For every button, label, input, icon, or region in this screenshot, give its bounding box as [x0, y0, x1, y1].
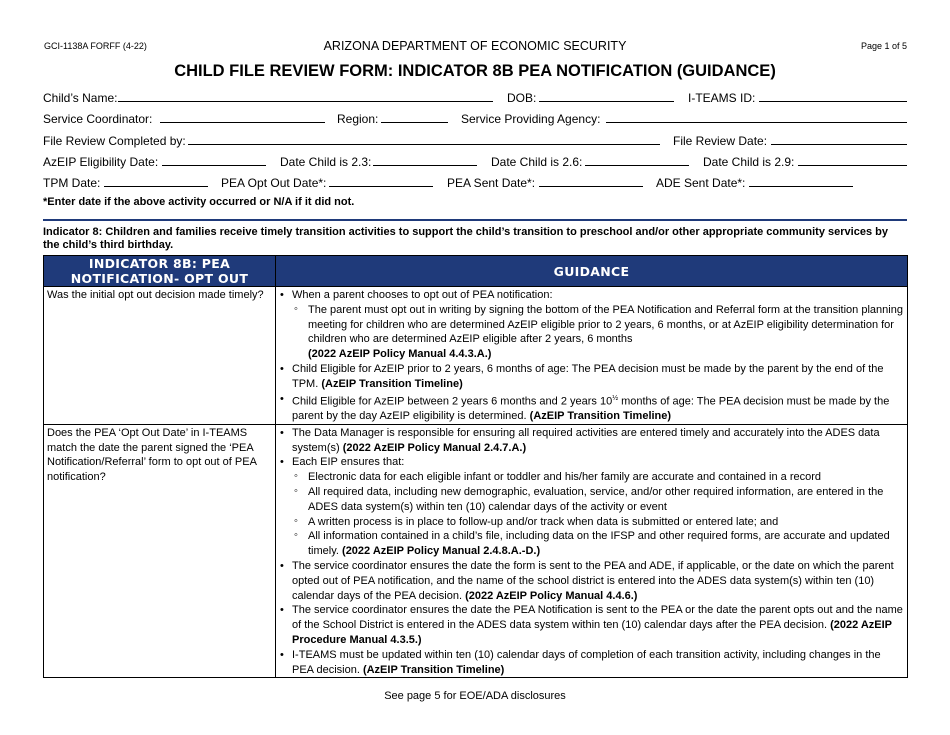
- dob-label: DOB:: [507, 91, 537, 105]
- guidance-bullet: • Each EIP ensures that: ◦ Electronic data for each eligible infant or toddler and his/her family are accurate and contained in a record ◦ All required data, including new demographic, evaluation, service, and/or other required information, are entered in the ADES data system(s) within ten (10) calendar days of the activity or event ◦ A written process is in place to follow-up and/or track when data is submitted or entered late; and ◦ All information contained in a child’s file, including data on the IFSP and other required forms, are accurate and updated timely. (2022 AzEIP Policy Manual 2.4.8.A.-D.): [279, 455, 904, 559]
- date-entry-note: *Enter date if the above activity occurred or N/A if it did not.: [43, 196, 355, 208]
- ade-sent-date-label: ADE Sent Date*:: [656, 176, 746, 190]
- region-field[interactable]: [381, 110, 448, 123]
- date-child-29-field[interactable]: [798, 153, 907, 166]
- date-child-26-field[interactable]: [585, 153, 689, 166]
- guidance-cell: [276, 287, 908, 425]
- pea-opt-out-date-label: PEA Opt Out Date*:: [221, 176, 327, 190]
- guidance-sub-bullet: ◦ Electronic data for each eligible infant or toddler and his/her family are accurate and contained in a record: [292, 470, 904, 485]
- guidance-bullet: • The service coordinator ensures the date the PEA Notification is sent to the PEA or the date the parent opts out and the name of the School District is entered in the ADES data system within ten (10) calendar days after the PEA decision. (2022 AzEIP Procedure Manual 4.3.5.): [279, 603, 904, 647]
- date-child-29-label: Date Child is 2.9:: [703, 155, 795, 169]
- pea-opt-out-date-field[interactable]: [329, 174, 433, 187]
- service-providing-agency-label: Service Providing Agency:: [461, 112, 601, 126]
- agency-name: ARIZONA DEPARTMENT OF ECONOMIC SECURITY: [323, 39, 627, 53]
- guidance-sub-bullet: ◦ The parent must opt out in writing by signing the bottom of the PEA Notification and Referral form at the transition planning meeting for children who are determined AzEIP eligible prior to 2 years, 6 months, or at AzEIP eligibility determination for children who are determined AzEIP eligible after 2 years, 6 months (2022 AzEIP Policy Manual 4.4.3.A.): [292, 303, 904, 362]
- form-number: GCI-1138A FORFF (4-22): [44, 41, 147, 51]
- guidance-bullet: • I-TEAMS must be updated within ten (10) calendar days of completion of each transition activity, including changes in the PEA decision. (AzEIP Transition Timeline): [279, 648, 904, 678]
- page-number: Page 1 of 5: [860, 41, 907, 51]
- indicator-statement: Indicator 8: Children and families receive timely transition activities to support the child’s transition to preschool and/or other appropriate community services by the child’s third birthday.: [43, 226, 888, 251]
- table-header-row: [44, 256, 908, 287]
- childs-name-field[interactable]: [118, 89, 493, 102]
- file-review-date-field[interactable]: [771, 132, 907, 145]
- guidance-cell: [276, 424, 908, 678]
- guidance-column-header: GUIDANCE: [276, 256, 908, 287]
- indicator-header-line2: NOTIFICATION- OPT OUT: [70, 271, 249, 286]
- indicator-header-line1: INDICATOR 8B: PEA: [88, 256, 231, 271]
- table-row: [44, 287, 908, 425]
- pea-sent-date-label: PEA Sent Date*:: [447, 176, 536, 190]
- guidance-bullet: • When a parent chooses to opt out of PEA notification: ◦ The parent must opt out in writing by signing the bottom of the PEA Notification and Referral form at the transition planning meeting for children who are determined AzEIP eligible prior to 2 years, 6 months, or at AzEIP eligibility determination for children who are determined AzEIP eligible after 2 years, 6 months (2022 AzEIP Policy Manual 4.4.3.A.): [279, 288, 904, 362]
- date-child-23-field[interactable]: [373, 153, 477, 166]
- file-review-completed-by-label: File Review Completed by:: [43, 134, 186, 148]
- file-review-completed-by-field[interactable]: [188, 132, 660, 145]
- question-cell: Does the PEA ‘Opt Out Date’ in I-TEAMS match the date the parent signed the ‘PEA Notification/Referral’ form to opt out of PEA notification?: [44, 424, 276, 678]
- guidance-bullet: • The service coordinator ensures the date the form is sent to the PEA and ADE, if applicable, or the date on which the parent opted out of PEA notification, and the name of the school district is entered into the ADES data system(s) within ten (10) calendar days of the PEA decision. (2022 AzEIP Policy Manual 4.4.6.): [279, 559, 904, 603]
- guidance-table: [43, 255, 908, 678]
- guidance-bullet: • Child Eligible for AzEIP prior to 2 years, 6 months of age: The PEA decision must be made by the parent by the end of the TPM. (AzEIP Transition Timeline): [279, 362, 904, 392]
- file-review-date-label: File Review Date:: [673, 134, 768, 148]
- table-row: [44, 424, 908, 678]
- iteams-id-field[interactable]: [759, 89, 907, 102]
- region-label: Region:: [337, 112, 379, 126]
- tpm-date-label: TPM Date:: [43, 176, 101, 190]
- tpm-date-field[interactable]: [104, 174, 208, 187]
- childs-name-label: Child’s Name:: [43, 91, 118, 105]
- guidance-sub-bullet: ◦ All required data, including new demographic, evaluation, service, and/or other required information, are entered in the ADES data system(s) within ten (10) calendar days of the activity or event: [292, 485, 904, 515]
- ade-sent-date-field[interactable]: [749, 174, 853, 187]
- guidance-sub-bullet: ◦ All information contained in a child’s file, including data on the IFSP and other required forms, are accurate and updated timely. (2022 AzEIP Policy Manual 2.4.8.A.-D.): [292, 529, 904, 559]
- date-child-26-label: Date Child is 2.6:: [491, 155, 583, 169]
- section-divider: [43, 219, 907, 221]
- guidance-sub-bullet: ◦ A written process is in place to follow-up and/or track when data is submitted or entered late; and: [292, 515, 904, 530]
- date-child-23-label: Date Child is 2.3:: [280, 155, 372, 169]
- question-cell: Was the initial opt out decision made timely?: [44, 287, 276, 425]
- azeip-eligibility-date-field[interactable]: [162, 153, 266, 166]
- iteams-id-label: I-TEAMS ID:: [688, 91, 756, 105]
- dob-field[interactable]: [539, 89, 674, 102]
- footer-disclosure: See page 5 for EOE/ADA disclosures: [384, 690, 566, 702]
- service-coordinator-field[interactable]: [160, 110, 325, 123]
- page-title: CHILD FILE REVIEW FORM: INDICATOR 8B PEA NOTIFICATION (GUIDANCE): [174, 62, 776, 80]
- azeip-eligibility-date-label: AzEIP Eligibility Date:: [43, 155, 159, 169]
- service-providing-agency-field[interactable]: [606, 110, 907, 123]
- indicator-column-header: [44, 256, 276, 287]
- service-coordinator-label: Service Coordinator:: [43, 112, 153, 126]
- pea-sent-date-field[interactable]: [539, 174, 643, 187]
- guidance-bullet: • Child Eligible for AzEIP between 2 years 6 months and 2 years $10^{\frac{1}{2}}$ months of age: The PEA decision must be made by the parent by the day AzEIP eligibility is determined. (AzEIP Transition Timeline): [279, 392, 904, 424]
- guidance-bullet: • The Data Manager is responsible for ensuring all required activities are entered timely and accurately into the ADES data system(s) (2022 AzEIP Policy Manual 2.4.7.A.): [279, 426, 904, 456]
